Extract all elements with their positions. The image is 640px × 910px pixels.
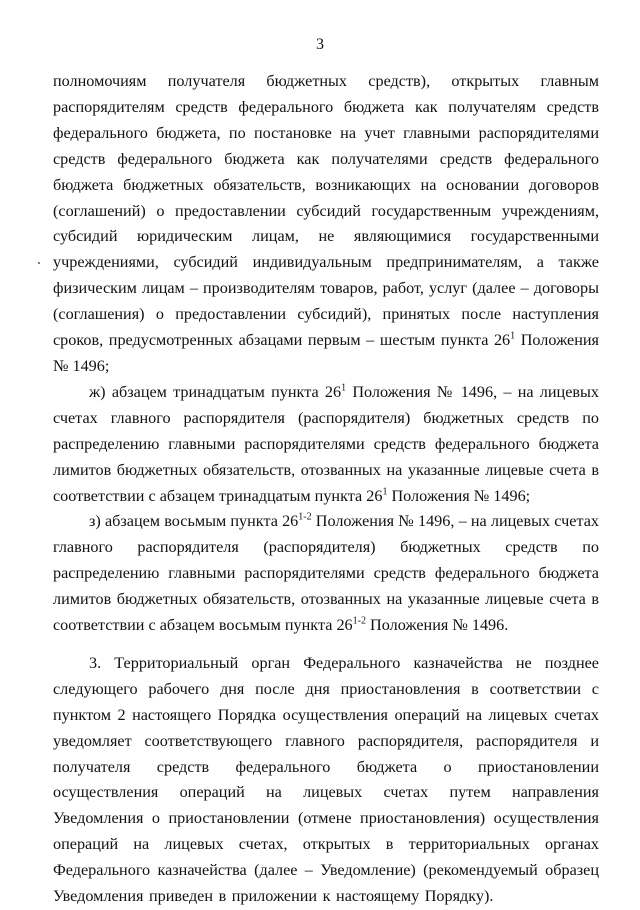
paragraph-text: Положения № 1496, – на лицевых счетах главного распорядителя (распорядителя) бюджетных средств по распределению главными распорядителями средств федерального бюджета лимитов бюджетных обязательств, отозванных на указанные лицевые счета в соответствии с абзацем восьмым пункта 26 [53,512,599,635]
paragraph-text: полномочиям получателя бюджетных средств), открытых главным распорядителям средств федерального бюджета как получателям средств федерального бюджета, по постановке на учет главными распорядителями средств федерального бюджета как получателями средств федерального бюджета бюджетных обязательств, возникающих на основании договоров (соглашений) о предоставлении субсидий государственным учреждениям, субсидий юридическим лицам, не являющимися государственными учреждениями, субсидий индивидуальным предпринимателям, а также физическим лицам – производителям товаров, работ, услуг (далее – договоры (соглашения) о предоставлении субсидий), принятых после наступления сроков, предусмотренных абзацами первым – шестым пункта 26 [53,72,599,350]
document-body [53,69,599,910]
paragraph-text: Положения № 1496; [387,486,531,505]
superscript: 1 [510,330,516,342]
paragraph-item-z [53,509,599,639]
superscript: 1 [382,486,388,498]
paragraph-text: Положения № 1496; [53,331,599,375]
superscript: 1 [341,382,347,394]
page-number: 3 [316,36,324,53]
paragraph-section-3: 3. Территориальный орган Федерального казначейства не позднее следующего рабочего дня после дня приостановления в соответствии с пунктом 2 настоящего Порядка осуществления операций на лицевых счетах уведомляет соответствующего главного распорядителя, распорядителя и получателя средств федерального бюджета о приостановлении осуществления операций на лицевых счетах путем направления Уведомления о приостановлении (отмене приостановления) осуществления операций на лицевых счетах, открытых в территориальных органах Федерального казначейства (далее – Уведомление) (рекомендуемый образец Уведомления приведен в приложении к настоящему Порядку). [53,653,599,906]
paragraph-text: Положения № 1496. [366,616,509,635]
paragraph-text: Положения № 1496, – на лицевых счетах главного распорядителя (распорядителя) бюджетных средств по распределению главными распорядителями средств федерального бюджета лимитов бюджетных обязательств, отозванных на указанные лицевые счета в соответствии с абзацем тринадцатым пункта 26 [53,382,599,505]
paragraph-continuation [53,69,599,380]
superscript: 1-2 [352,615,366,627]
scan-speck [38,262,40,264]
superscript: 1-2 [298,512,312,524]
paragraph-text: ж) абзацем тринадцатым пункта 26 [89,382,342,401]
paragraph-item-zh [53,380,599,510]
paragraph-text: з) абзацем восьмым пункта 26 [89,512,299,531]
